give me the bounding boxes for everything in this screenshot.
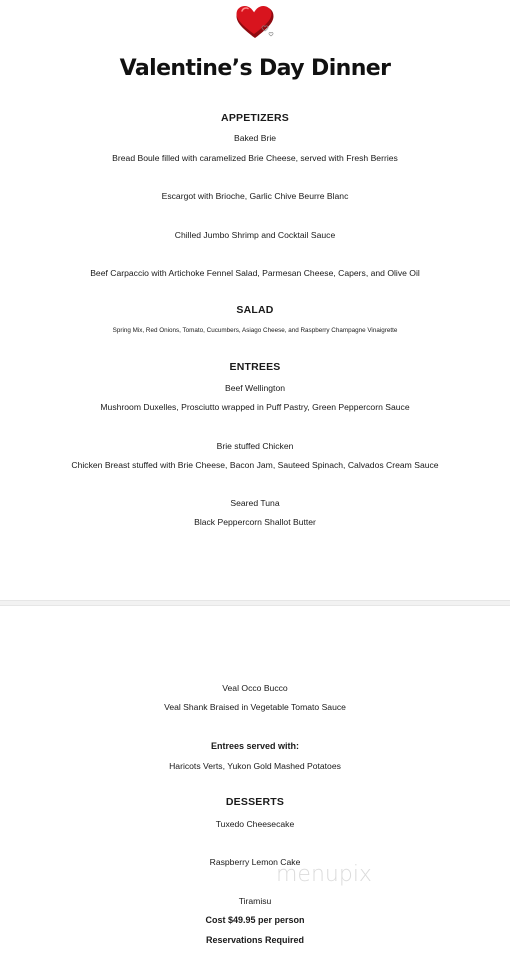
entree-description: Mushroom Duxelles, Prosciutto wrapped in Puff Pastry, Green Peppercorn Sauce xyxy=(100,402,410,412)
entree-name: Veal Occo Bucco xyxy=(222,683,288,693)
entree-name: Seared Tuna xyxy=(230,498,280,508)
entree-name: Brie stuffed Chicken xyxy=(216,441,294,451)
dessert-item: Raspberry Lemon Cake xyxy=(209,857,301,867)
appetizer-item: Bread Boule filled with caramelized Brie Cheese, served with Fresh Berries xyxy=(112,153,398,163)
salad-description: Spring Mix, Red Onions, Tomato, Cucumbers, Asiago Cheese, and Raspberry Champagne Vinaigrette xyxy=(112,327,398,334)
dessert-item: Tuxedo Cheesecake xyxy=(215,819,295,829)
watermark: menupix xyxy=(276,862,372,887)
heart-icon xyxy=(232,2,278,42)
entree-description: Black Peppercorn Shallot Butter xyxy=(194,517,316,527)
appetizer-item: Baked Brie xyxy=(233,133,277,143)
appetizer-item: Chilled Jumbo Shrimp and Cocktail Sauce xyxy=(174,230,336,240)
cost-line: Cost $49.95 per person xyxy=(205,915,305,925)
appetizer-item: Beef Carpaccio with Artichoke Fennel Salad, Parmesan Cheese, Capers, and Olive Oil xyxy=(90,268,420,278)
entree-description: Chicken Breast stuffed with Brie Cheese, Bacon Jam, Sauteed Spinach, Calvados Cream Sauce xyxy=(71,460,439,470)
appetizers-heading: APPETIZERS xyxy=(221,112,289,124)
served-with-sides: Haricots Verts, Yukon Gold Mashed Potatoes xyxy=(169,761,341,771)
menu-page-2 xyxy=(0,606,510,960)
served-with-heading: Entrees served with: xyxy=(210,741,300,751)
menu-title: Valentine’s Day Dinner xyxy=(119,56,391,81)
entrees-heading: ENTREES xyxy=(229,361,281,373)
entree-description: Veal Shank Braised in Vegetable Tomato Sauce xyxy=(164,702,346,712)
appetizer-item: Escargot with Brioche, Garlic Chive Beurre Blanc xyxy=(161,191,349,201)
dessert-item: Tiramisu xyxy=(238,896,272,906)
salad-heading: SALAD xyxy=(236,304,274,316)
entree-name: Beef Wellington xyxy=(224,383,286,393)
reservations-line: Reservations Required xyxy=(205,935,305,945)
desserts-heading: DESSERTS xyxy=(225,796,285,808)
